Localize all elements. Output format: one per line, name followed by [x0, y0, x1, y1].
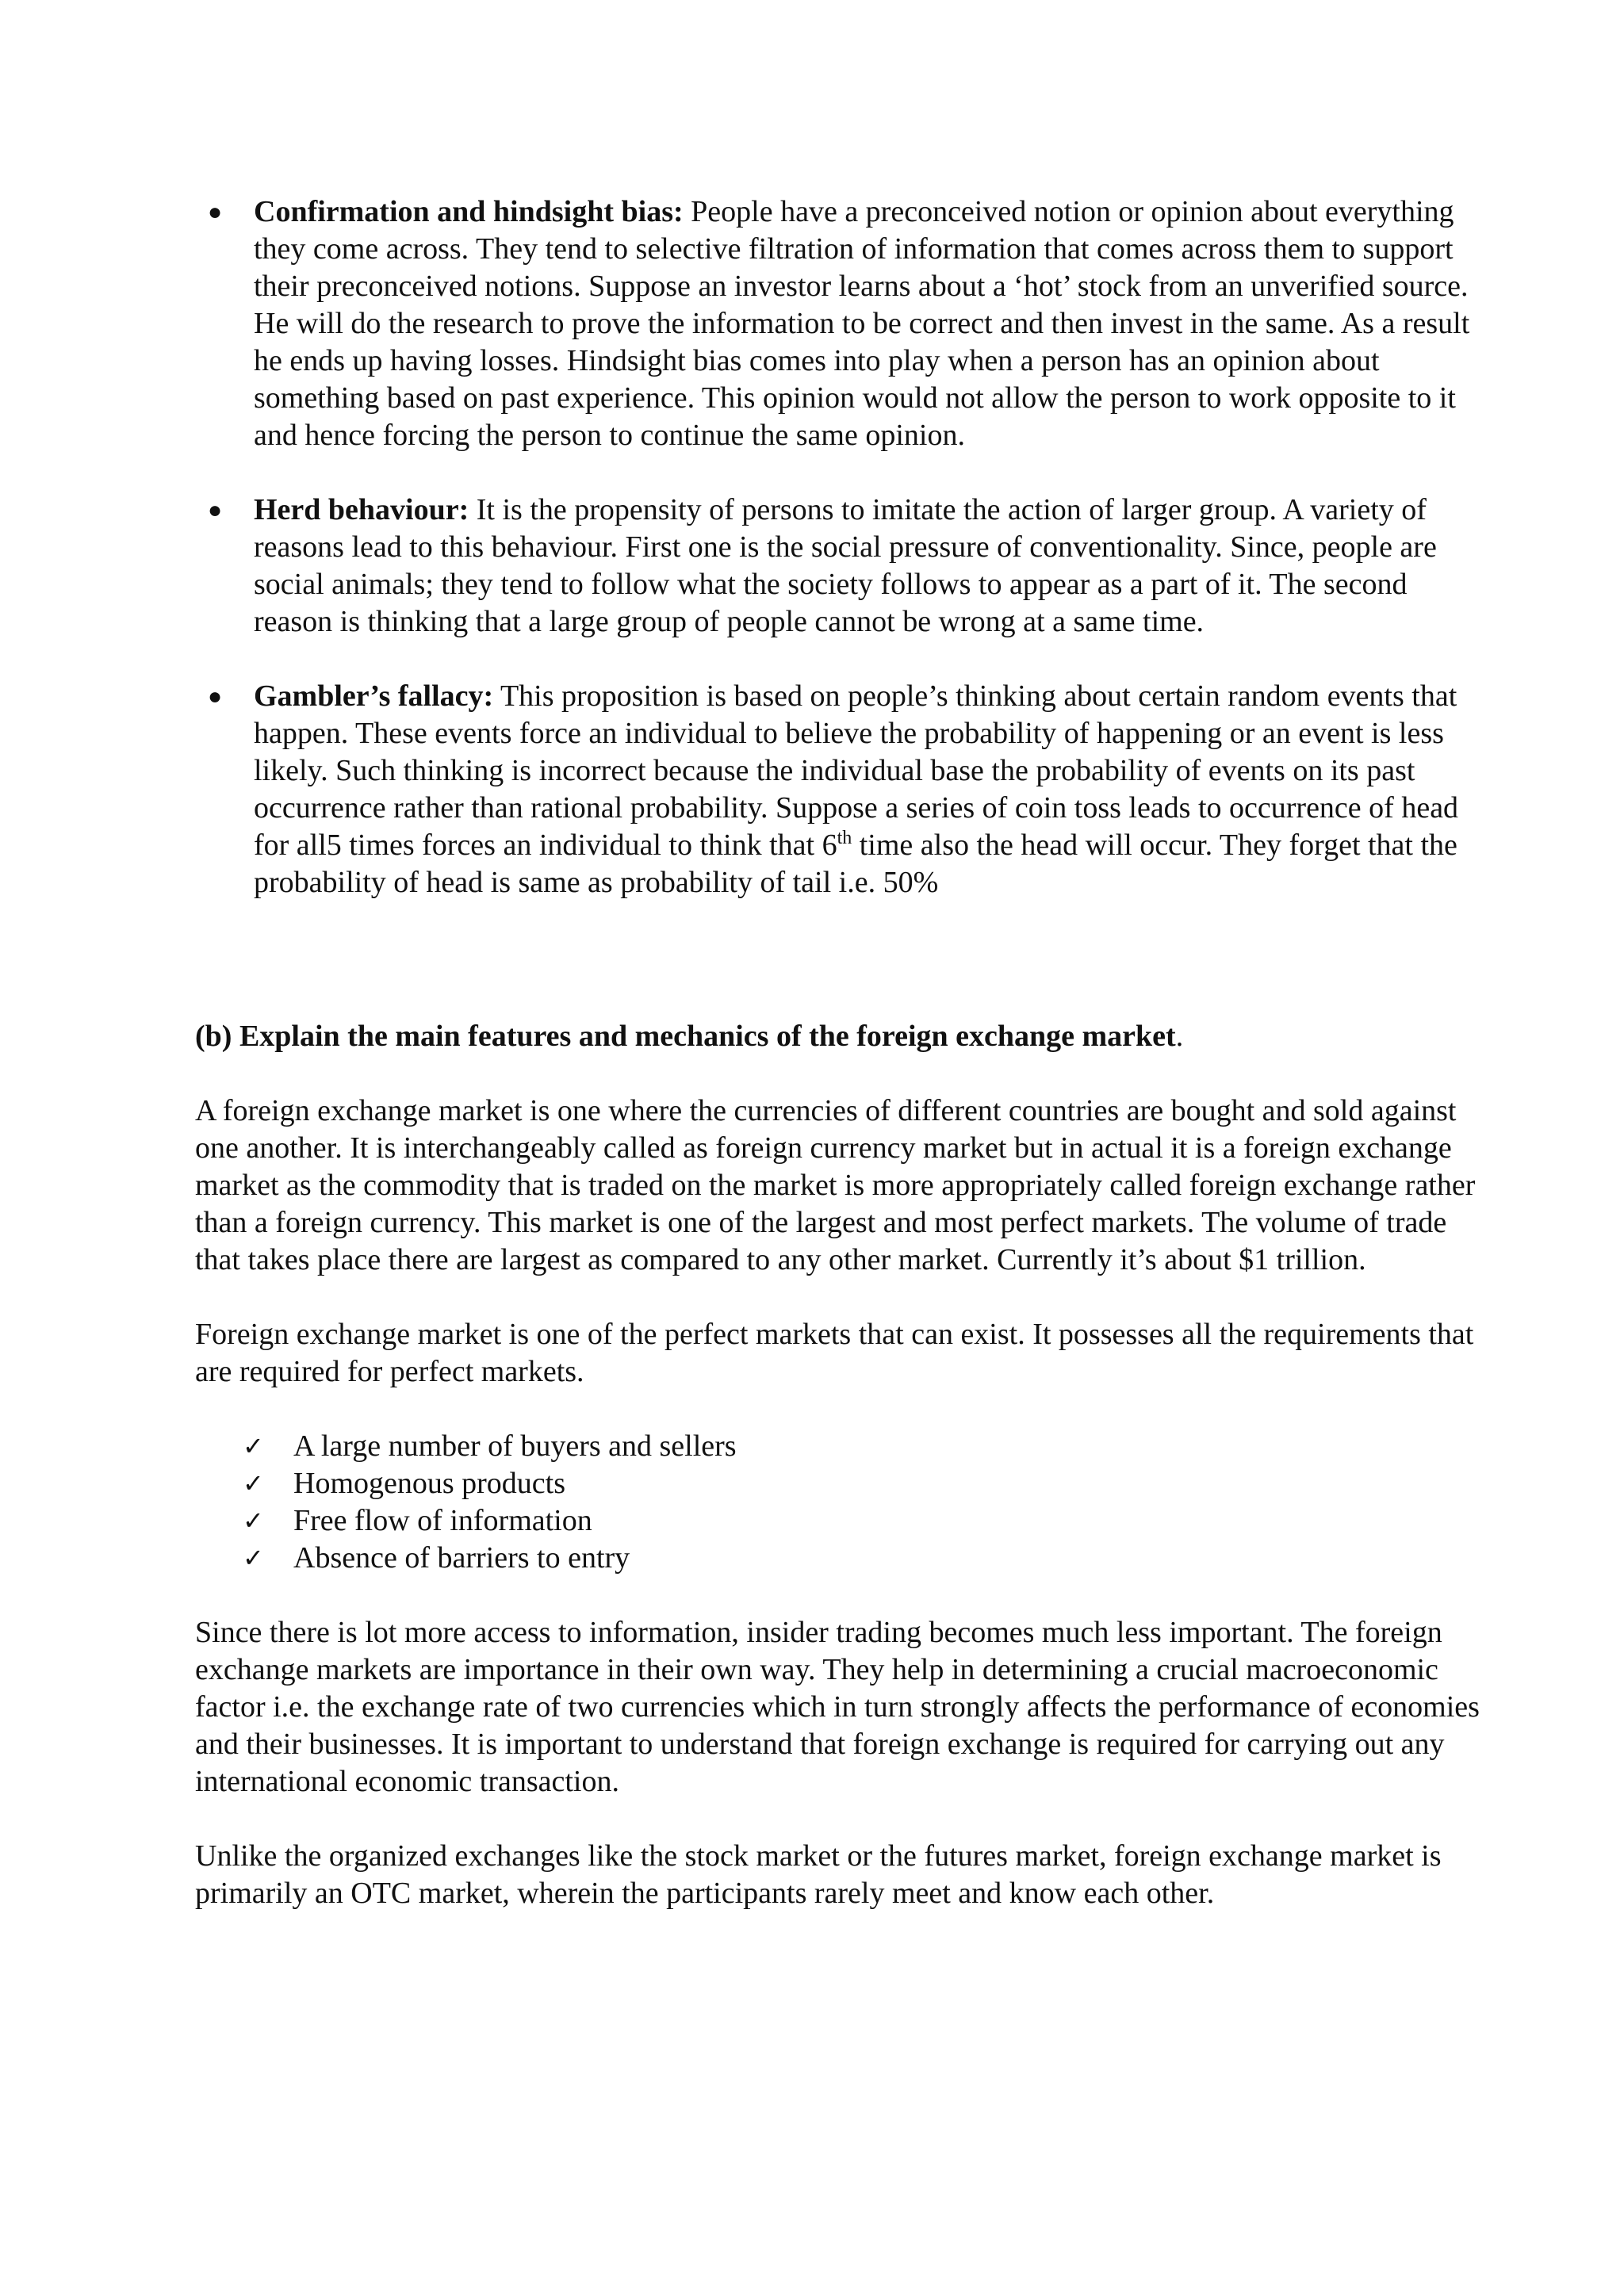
list-item [195, 492, 1480, 641]
list-item [195, 193, 1480, 454]
requirements-checklist [195, 1428, 1480, 1577]
check-mark-icon: ✓ [243, 1468, 264, 1498]
list-item: ✓ Free flow of information [195, 1502, 1480, 1540]
check-mark-icon: ✓ [243, 1543, 264, 1573]
check-mark-icon: ✓ [243, 1506, 264, 1536]
paragraph: Foreign exchange market is one of the perfect markets that can exist. It possesses all the requirements that are required for perfect markets. [195, 1318, 1474, 1388]
check-mark-icon: ✓ [243, 1431, 264, 1461]
term-label: Gambler’s fallacy: [254, 679, 494, 713]
paragraph: Since there is lot more access to information, insider trading becomes much less important. The foreign exchange markets are importance in their own way. They help in determining a crucial macroeconomic factor i.e. the exchange rate of two currencies which in turn strongly affects the performance of economies and their businesses. It is important to understand that foreign exchange is required for carrying out any international economic transaction. [195, 1616, 1480, 1798]
term-description: It is the propensity of persons to imitate the action of larger group. A variety of reasons lead to this behaviour. First one is the social pressure of conventionality. Since, people are social animals; they tend to follow what the society follows to appear as a part of it. The second reason is thinking that a large group of people cannot be wrong at a same time. [254, 493, 1437, 638]
bullet-dot-icon: ● [208, 497, 223, 523]
term-label: Confirmation and hindsight bias: [254, 195, 684, 228]
list-item: ✓ Absence of barriers to entry [195, 1540, 1480, 1577]
list-item [195, 678, 1480, 901]
bias-list [195, 193, 1480, 901]
term-description-continued: time also the head will occur. They forget that the probability of head is same as probability of tail i.e. 50% [254, 828, 1457, 899]
term-description: This proposition is based on people’s thinking about certain random events that happen. These events force an individual to believe the probability of happening or an event is less likely. Such thinking is incorrect because the individual base the probability of events on its past occurrence rather than rational probability. Suppose a series of coin toss leads to occurrence of head for all5 times forces an individual to think that 6 [254, 679, 1459, 862]
bullet-dot-icon: ● [208, 683, 223, 710]
term-label: Herd behaviour: [254, 493, 469, 526]
superscript-ordinal: th [837, 828, 852, 848]
section-heading: (b) Explain the main features and mechanics of the foreign exchange market. [195, 1020, 1184, 1053]
term-description: People have a preconceived notion or opinion about everything they come across. They tend to selective filtration of information that comes across them to support their preconceived notions. Suppose an investor learns about a ‘hot’ stock from an unverified source. He will do the research to prove the information to be correct and then invest in the same. As a result he ends up having losses. Hindsight bias comes into play when a person has an opinion about something based on past experience. This opinion would not allow the person to work opposite to it and hence forcing the person to continue the same opinion. [254, 195, 1470, 452]
document-body [195, 193, 1480, 1950]
section-spacer [195, 939, 1480, 1018]
paragraph: Unlike the organized exchanges like the stock market or the futures market, foreign exchange market is primarily an OTC market, wherein the participants rarely meet and know each other. [195, 1839, 1442, 1910]
bullet-dot-icon: ● [208, 199, 223, 225]
paragraph: A foreign exchange market is one where the currencies of different countries are bought and sold against one another. It is interchangeably called as foreign currency market but in actual it is a foreign exchange market as the commodity that is traded on the market is more appropriately called foreign exchange rather than a foreign currency. This market is one of the largest and most perfect markets. The volume of trade that takes place there are largest as compared to any other market. Currently it’s about $1 trillion. [195, 1094, 1476, 1276]
list-item: ✓ A large number of buyers and sellers [195, 1428, 1480, 1465]
list-item: ✓ Homogenous products [195, 1465, 1480, 1502]
